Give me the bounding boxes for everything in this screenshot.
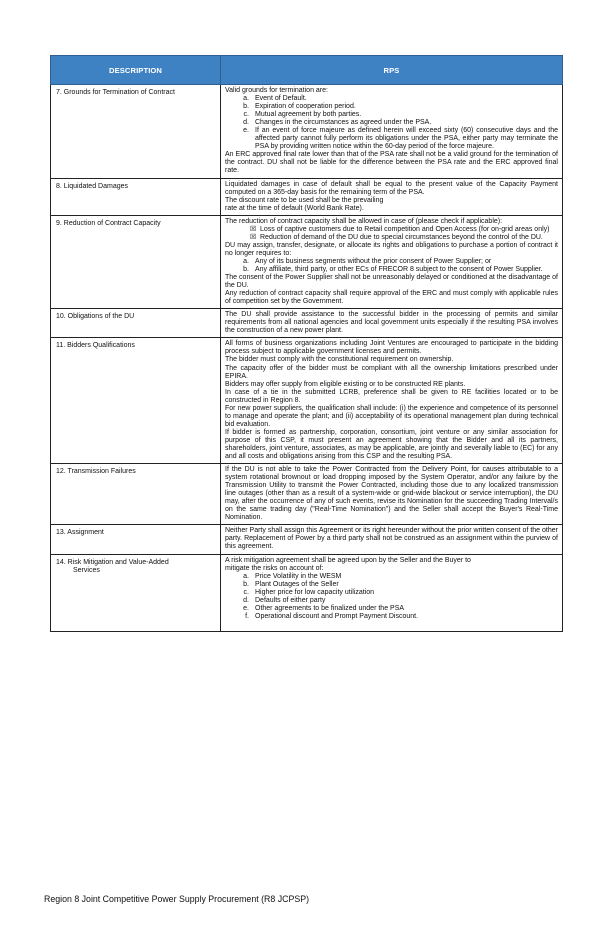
row-label bbox=[51, 554, 221, 631]
paragraph: Bidders may offer supply from eligible existing or to be constructed RE plants. bbox=[225, 380, 466, 388]
paragraph: mitigate the risks on account of: bbox=[225, 564, 324, 572]
row-content: If the DU is not able to take the Power Contracted from the Delivery Point, for causes attributable to a system rotational brownout or load dropping imposed by the System Operator, and/or any failure by the Transmission Utility to transmit the Power Contracted, including those due to any localized transmission line outages (other than as a result of a system-wide or grid-wide blackout or service interruption), the DU may, after the occurrence of any of such events, revise its Nomination for the succeeding Trading Interval/s on the same trading day ("Real-Time Nomination") and the Seller shall accept the Buyer's Real-Time Nomination. bbox=[221, 464, 563, 525]
list-item: a. Any of its business segments without the prior consent of Power Supplier; or bbox=[243, 257, 492, 265]
header-rps: RPS bbox=[221, 56, 563, 85]
paragraph: The consent of the Power Supplier shall not be unreasonably delayed or conditioned at the disadvantage of the DU. bbox=[225, 274, 558, 290]
paragraph: rate at the time of default (World Bank Rate). bbox=[225, 204, 364, 212]
list-item: d. Defaults of either party bbox=[243, 596, 326, 604]
row-label: 12. Transmission Failures bbox=[51, 464, 221, 525]
row-label-line: 14. Risk Mitigation and Value-Added bbox=[56, 558, 169, 566]
row-label: 13. Assignment bbox=[51, 525, 221, 554]
checked-box-icon: ☒ bbox=[250, 225, 257, 233]
paragraph: Liquidated damages in case of default shall be equal to the present value of the Capacity Payment computed on a 365-day basis for the remaining term of the PSA. bbox=[225, 180, 558, 196]
table-row-assignment bbox=[51, 525, 563, 554]
paragraph: The reduction of contract capacity shall be allowed in case of (please check if applicable): bbox=[225, 217, 503, 225]
list-item: b. Expiration of cooperation period. bbox=[243, 103, 356, 111]
row-content bbox=[221, 178, 563, 215]
list-item: e. If an event of force majeure as defined herein will exceed sixty (60) consecutive days and the affected party cannot fully perform its obligations under the PSA, either party may terminate the PSA by providing written notice within the 60-day period of the force majeure. bbox=[243, 127, 558, 151]
checked-box-icon: ☒ bbox=[250, 233, 257, 241]
paragraph: DU may assign, transfer, designate, or allocate its rights and obligations to purchase a portion of contract it no longer requires to: bbox=[225, 241, 558, 257]
row-label: 8. Liquidated Damages bbox=[51, 178, 221, 215]
paragraph: A risk mitigation agreement shall be agreed upon by the Seller and the Buyer to bbox=[225, 556, 471, 564]
paragraph: The capacity offer of the bidder must be compliant with all the ownership limitations prescribed under EPIRA. bbox=[225, 364, 558, 380]
list-item: d. Changes in the circumstances as agreed under the PSA. bbox=[243, 119, 432, 127]
table-row-obligations bbox=[51, 309, 563, 338]
paragraph: The bidder must comply with the constitutional requirement on ownership. bbox=[225, 356, 454, 364]
row-content bbox=[221, 554, 563, 631]
list-item: a. Price Volatility in the WESM bbox=[243, 572, 342, 580]
list-item: c. Higher price for low capacity utilization bbox=[243, 588, 375, 596]
row-label: 11. Bidders Qualifications bbox=[51, 338, 221, 464]
table-row-liquidated-damages bbox=[51, 178, 563, 215]
paragraph: For new power suppliers, the qualification shall include: (i) the experience and competence of its personnel to manage and operate the plant; and (ii) acceptability of its operational management plan during technical bid evaluation. bbox=[225, 404, 558, 428]
header-description: DESCRIPTION bbox=[51, 56, 221, 85]
row-label: 9. Reduction of Contract Capacity bbox=[51, 215, 221, 309]
paragraph: Any reduction of contract capacity shall require approval of the ERC and must comply with applicable rules of competition set by the Government. bbox=[225, 290, 558, 306]
paragraph: The discount rate to be used shall be the prevailing bbox=[225, 196, 384, 204]
paragraph: If bidder is formed as partnership, corporation, consortium, joint venture or any similar association for purpose of this CSP, it must present an agreement showing that the Bidder and all its partners, shareholders, joint venture, associates, as may be applicable, are jointly and severally liable to (EC) for any and all costs and obligations arising from this CSP and the resulting PSA. bbox=[225, 428, 558, 461]
row-content bbox=[221, 215, 563, 309]
table-row-reduction-capacity bbox=[51, 215, 563, 309]
row-content bbox=[221, 338, 563, 464]
table-row-termination bbox=[51, 85, 563, 179]
table-row-transmission-failures bbox=[51, 464, 563, 525]
checkbox-item: ☒ Loss of captive customers due to Retail competition and Open Access (for on-grid areas only) bbox=[250, 225, 550, 233]
row-label-line: Services bbox=[73, 566, 100, 574]
table-row-bidders-qualifications bbox=[51, 338, 563, 464]
list-item: b. Plant Outages of the Seller bbox=[243, 580, 339, 588]
table-row-risk-mitigation bbox=[51, 554, 563, 631]
row-content: Neither Party shall assign this Agreement or its right hereunder without the prior written consent of the other party. Replacement of Power by a third party shall not be construed as an assignment within the purview of this agreement. bbox=[221, 525, 563, 554]
row-label: 7. Grounds for Termination of Contract bbox=[51, 85, 221, 179]
page-footer: Region 8 Joint Competitive Power Supply Procurement (R8 JCPSP) bbox=[44, 894, 309, 904]
list-item: e. Other agreements to be finalized under the PSA bbox=[243, 604, 405, 612]
rps-table bbox=[50, 55, 563, 632]
table-header-row bbox=[51, 56, 563, 85]
paragraph: In case of a tie in the submitted LCRB, preference shall be given to RE facilities located or to be constructed in Region 8. bbox=[225, 388, 558, 404]
checkbox-item: ☒ Reduction of demand of the DU due to special circumstances beyond the control of the DU. bbox=[250, 233, 543, 241]
paragraph: An ERC approved final rate lower than that of the PSA rate shall not be a valid ground for the termination of the contract. DU shall not be liable for the difference between the PSA rate and the ERC approved final rate. bbox=[225, 151, 558, 175]
paragraph: All forms of business organizations including Joint Ventures are encouraged to participate in the bidding process subject to applicable government licenses and permits. bbox=[225, 340, 558, 356]
row-label: 10. Obligations of the DU bbox=[51, 309, 221, 338]
paragraph: Valid grounds for termination are: bbox=[225, 87, 328, 94]
list-item: b. Any affiliate, third party, or other ECs of FRECOR 8 subject to the consent of Power Supplier. bbox=[243, 265, 543, 273]
list-item: c. Mutual agreement by both parties. bbox=[243, 111, 362, 119]
row-content: The DU shall provide assistance to the successful bidder in the processing of permits and similar requirements from all national agencies and local government units especially if the resulting PSA involves the construction of a new power plant. bbox=[221, 309, 563, 338]
row-content bbox=[221, 85, 563, 179]
list-item: f. Operational discount and Prompt Payment Discount. bbox=[245, 612, 419, 620]
list-item: a. Event of Default. bbox=[243, 95, 307, 103]
